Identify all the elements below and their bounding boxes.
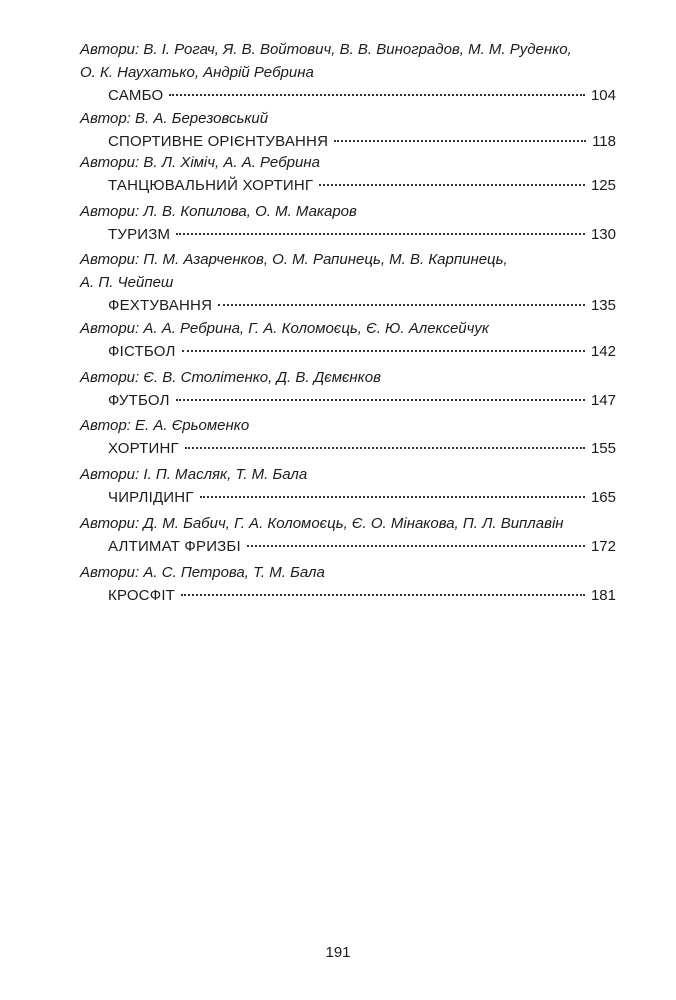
- dot-leader: [334, 140, 586, 142]
- entry-title: САМБО: [108, 87, 164, 104]
- dot-leader: [218, 304, 585, 306]
- entry-page-number: 130: [590, 226, 616, 243]
- page-number: 191: [325, 944, 351, 961]
- entry-title-line[interactable]: [108, 340, 616, 363]
- toc-entry-dance-horting: [80, 151, 616, 197]
- toc-entry-ultimate-frisbee: [80, 512, 616, 558]
- entry-title: ТУРИЗМ: [108, 226, 171, 243]
- entry-authors: Автор: Е. А. Єрьоменко: [80, 417, 250, 434]
- entry-title: АЛТИМАТ ФРИЗБІ: [108, 538, 241, 555]
- toc-entry-tourism: [80, 200, 616, 246]
- entry-page-number: 172: [590, 538, 616, 555]
- entry-title-line[interactable]: [108, 437, 616, 460]
- entry-page-number: 135: [590, 297, 616, 314]
- dot-leader: [247, 545, 585, 547]
- entry-title-line[interactable]: [108, 584, 616, 607]
- entry-page-number: 165: [590, 489, 616, 506]
- entry-title-line[interactable]: [108, 486, 616, 509]
- entry-title: ФЕХТУВАННЯ: [108, 297, 213, 314]
- entry-authors: О. К. Наухатько, Андрій Ребрина: [80, 64, 314, 81]
- toc-entry-cheerleading: [80, 463, 616, 509]
- dot-leader: [181, 594, 585, 596]
- entry-title-line[interactable]: [108, 130, 616, 153]
- toc-entry-crossfit: [80, 561, 616, 607]
- dot-leader: [176, 233, 585, 235]
- entry-title-line[interactable]: [108, 389, 616, 412]
- entry-authors: Автори: Д. М. Бабич, Г. А. Коломоєць, Є. О. Мінакова, П. Л. Виплавін: [80, 515, 564, 532]
- toc-entry-football: [80, 366, 616, 412]
- entry-authors: Автори: П. М. Азарченков, О. М. Рапинець, М. В. Карпинець,: [80, 251, 508, 268]
- entry-title: КРОСФІТ: [108, 587, 176, 604]
- entry-title-line[interactable]: [108, 174, 616, 197]
- entry-title: ФІСТБОЛ: [108, 343, 176, 360]
- entry-authors: Автори: Є. В. Столітенко, Д. В. Дємєнков: [80, 369, 381, 386]
- dot-leader: [182, 350, 585, 352]
- dot-leader: [200, 496, 585, 498]
- dot-leader: [169, 94, 585, 96]
- entry-authors: Автори: В. І. Рогач, Я. В. Войтович, В. В. Виноградов, М. М. Руденко,: [80, 41, 572, 58]
- toc-entry-fencing: [80, 248, 616, 317]
- entry-title: ХОРТИНГ: [108, 440, 179, 457]
- toc-entry-orienteering: [80, 107, 616, 153]
- entry-title: СПОРТИВНЕ ОРІЄНТУВАННЯ: [108, 133, 329, 150]
- entry-page-number: 181: [590, 587, 616, 604]
- entry-page-number: 155: [590, 440, 616, 457]
- entry-title-line[interactable]: [108, 84, 616, 107]
- entry-title-line[interactable]: [108, 535, 616, 558]
- entry-authors: Автори: А. С. Петрова, Т. М. Бала: [80, 564, 325, 581]
- entry-page-number: 147: [590, 392, 616, 409]
- entry-page-number: 125: [590, 177, 616, 194]
- entry-authors: Автори: Л. В. Копилова, О. М. Макаров: [80, 203, 357, 220]
- dot-leader: [176, 399, 585, 401]
- entry-authors: Автори: І. П. Масляк, Т. М. Бала: [80, 466, 308, 483]
- entry-authors: Автор: В. А. Березовський: [80, 110, 269, 127]
- entry-title: ЧИРЛІДИНГ: [108, 489, 194, 506]
- entry-page-number: 142: [590, 343, 616, 360]
- dot-leader: [319, 184, 585, 186]
- entry-title: ТАНЦЮВАЛЬНИЙ ХОРТИНГ: [108, 177, 314, 194]
- toc-entry-fistball: [80, 317, 616, 363]
- toc-entry-horting: [80, 414, 616, 460]
- entry-page-number: 104: [590, 87, 616, 104]
- entry-title-line[interactable]: [108, 223, 616, 246]
- entry-authors: Автори: В. Л. Хіміч, А. А. Ребрина: [80, 154, 320, 171]
- dot-leader: [185, 447, 585, 449]
- entry-title-line[interactable]: [108, 294, 616, 317]
- entry-page-number: 118: [592, 133, 616, 150]
- entry-title: ФУТБОЛ: [108, 392, 170, 409]
- entry-authors: А. П. Чейпеш: [80, 274, 174, 291]
- entry-authors: Автори: А. А. Ребрина, Г. А. Коломоєць, Є. Ю. Алексейчук: [80, 320, 489, 337]
- toc-entry-sambo: [80, 38, 616, 107]
